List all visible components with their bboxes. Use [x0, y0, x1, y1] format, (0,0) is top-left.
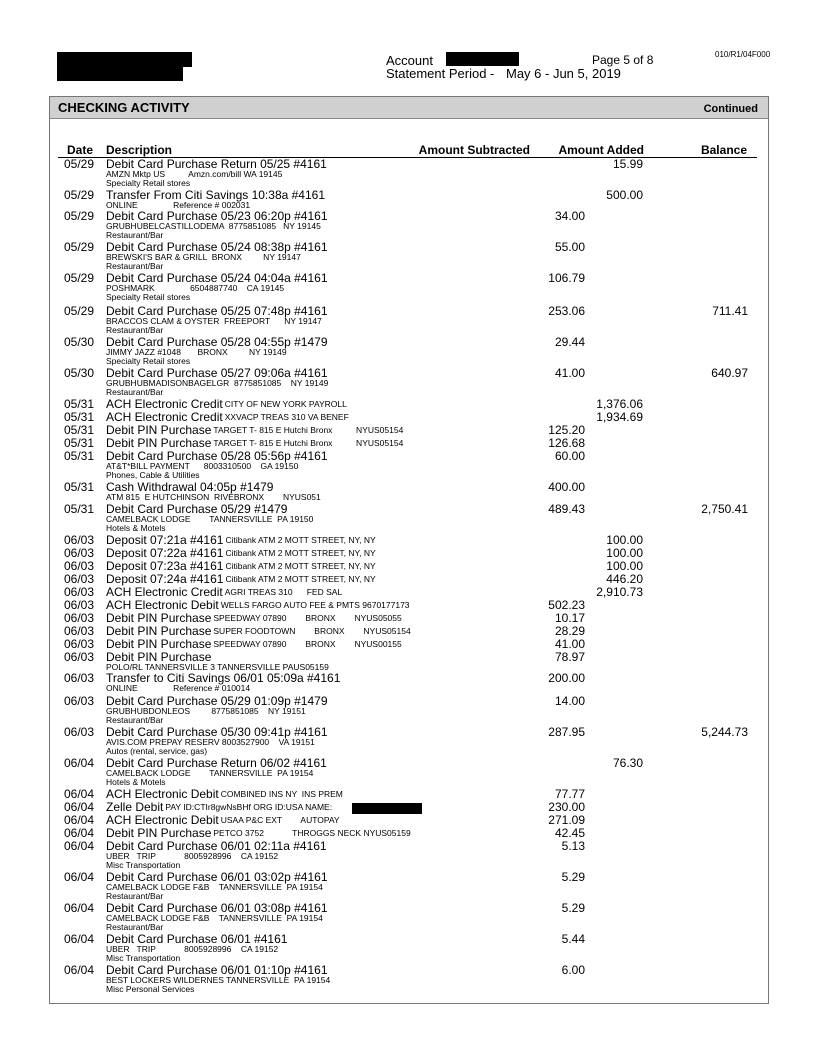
transaction-detail: Specialty Retail stores — [106, 356, 191, 366]
transaction-note: SPEEDWAY 07890 BRONX NYUS00155 — [213, 639, 402, 649]
transaction-description — [106, 424, 403, 436]
transaction-date: 06/03 — [64, 725, 95, 739]
transaction-detail: Autos (rental, service, gas) — [106, 746, 208, 756]
transaction-title: Debit Card Purchase 05/25 07:48p #4161 — [106, 304, 328, 318]
transaction-detail: GRUBHUBELCASTILLODEMA 8775851085 NY 19145 — [106, 221, 321, 231]
transaction-date: 05/31 — [64, 449, 95, 463]
transaction-title: Debit Card Purchase 06/01 02:11a #4161 — [106, 839, 327, 853]
transaction-detail: AVIS.COM PREPAY RESERV 8003527900 VA 19151 — [106, 737, 315, 747]
transaction-title: Debit Card Purchase 05/23 06:20p #4161 — [106, 209, 328, 223]
transaction-detail: Misc Transportation — [106, 953, 181, 963]
amount-subtracted: 34.00 — [554, 209, 585, 223]
continued-label: Continued — [703, 103, 758, 115]
running-balance: 640.97 — [711, 366, 748, 380]
amount-subtracted: 200.00 — [548, 671, 585, 685]
transaction-date: 06/04 — [64, 963, 95, 977]
transaction-date: 05/29 — [64, 188, 95, 202]
amount-subtracted: 41.00 — [554, 637, 585, 651]
col-header-date: Date — [67, 143, 94, 157]
transaction-description — [106, 411, 349, 423]
transaction-note: COMBINED INS NY INS PREM — [220, 789, 343, 799]
transaction-title: Debit PIN Purchase — [106, 826, 212, 840]
transaction-note: AGRI TREAS 310 FED SAL — [224, 587, 343, 597]
transaction-detail: BEST LOCKERS WILDERNES TANNERSVILLE PA 19154 — [106, 975, 331, 985]
transaction-description — [106, 398, 347, 410]
amount-added: 1,376.06 — [596, 397, 643, 411]
transaction-detail: UBER TRIP 8005928996 CA 19152 — [106, 944, 279, 954]
transaction-note: PETCO 3752 THROGGS NECK NYUS05159 — [213, 828, 411, 838]
transaction-title: Debit Card Purchase 05/30 09:41p #4161 — [106, 725, 328, 739]
amount-subtracted: 77.77 — [554, 787, 585, 801]
transaction-title: ACH Electronic Credit — [106, 410, 223, 424]
transaction-note: Citibank ATM 2 MOTT STREET, NY, NY — [225, 561, 376, 571]
amount-added: 76.30 — [612, 756, 643, 770]
transaction-date: 06/03 — [64, 546, 95, 560]
redacted-account-number — [446, 52, 519, 66]
amount-subtracted: 271.09 — [548, 813, 585, 827]
transaction-detail: UBER TRIP 8005928996 CA 19152 — [106, 851, 279, 861]
transaction-title: Deposit 07:23a #4161 — [106, 559, 224, 573]
transaction-detail: GRUBHUBDONLEOS 8775851085 NY 19151 — [106, 706, 306, 716]
redacted-zelle-name — [352, 803, 422, 814]
transaction-detail: Restaurant/Bar — [106, 230, 164, 240]
amount-subtracted: 28.29 — [554, 624, 585, 638]
transaction-date: 06/04 — [64, 932, 95, 946]
transaction-date: 05/31 — [64, 423, 95, 437]
transaction-description — [106, 547, 376, 559]
transaction-date: 05/30 — [64, 366, 95, 380]
transaction-date: 06/04 — [64, 800, 95, 814]
transaction-detail: Phones, Cable & Utilities — [106, 470, 200, 480]
transaction-title: Debit PIN Purchase — [106, 611, 212, 625]
transaction-title: ACH Electronic Debit — [106, 787, 219, 801]
transaction-title: ACH Electronic Credit — [106, 397, 223, 411]
transaction-note: TARGET T- 815 E Hutchi Bronx NYUS05154 — [213, 438, 404, 448]
transaction-detail: Misc Transportation — [106, 860, 181, 870]
amount-subtracted: 106.79 — [548, 271, 585, 285]
transaction-title: Debit PIN Purchase — [106, 423, 212, 437]
transaction-description — [106, 437, 403, 449]
transaction-detail: BRACCOS CLAM & OYSTER FREEPORT NY 19147 — [106, 316, 322, 326]
amount-subtracted: 55.00 — [554, 240, 585, 254]
transaction-title: Debit Card Purchase 05/29 #1479 — [106, 502, 288, 516]
statement-period: May 6 - Jun 5, 2019 — [506, 66, 621, 81]
amount-subtracted: 489.43 — [548, 502, 585, 516]
transaction-date: 05/30 — [64, 335, 95, 349]
amount-subtracted: 253.06 — [548, 304, 585, 318]
transaction-detail: CAMELBACK LODGE F&B TANNERSVILLE PA 19154 — [106, 882, 323, 892]
amount-added: 1,934.69 — [596, 410, 643, 424]
transaction-detail: JIMMY JAZZ #1048 BRONX NY 19149 — [106, 347, 287, 357]
transaction-detail: Hotels & Motels — [106, 523, 166, 533]
transaction-title: Deposit 07:24a #4161 — [106, 572, 224, 586]
transaction-date: 05/31 — [64, 480, 95, 494]
transaction-detail: Restaurant/Bar — [106, 891, 164, 901]
transaction-title: Debit Card Purchase 06/01 03:08p #4161 — [106, 901, 328, 915]
transaction-detail: Restaurant/Bar — [106, 261, 164, 271]
amount-subtracted: 502.23 — [548, 598, 585, 612]
transaction-description — [106, 612, 402, 624]
transaction-date: 06/04 — [64, 756, 95, 770]
col-header-amount-subtracted: Amount Subtracted — [418, 143, 530, 157]
transaction-detail: Misc Personal Services — [106, 984, 195, 994]
transaction-detail: CAMELBACK LODGE TANNERSVILLE PA 19154 — [106, 768, 314, 778]
transaction-title: Debit PIN Purchase — [106, 624, 212, 638]
transaction-date: 06/04 — [64, 787, 95, 801]
transaction-detail: ATM 815 E HUTCHINSON RIVEBRONX NYUS051 — [106, 492, 321, 502]
transaction-title: Debit Card Purchase 06/01 #4161 — [106, 932, 288, 946]
transaction-date: 05/31 — [64, 502, 95, 516]
amount-subtracted: 5.29 — [561, 870, 585, 884]
transaction-date: 06/03 — [64, 624, 95, 638]
amount-subtracted: 5.44 — [561, 932, 585, 946]
running-balance: 2,750.41 — [701, 502, 748, 516]
transaction-title: Zelle Debit — [106, 800, 164, 814]
transaction-detail: Hotels & Motels — [106, 777, 166, 787]
transaction-date: 06/03 — [64, 671, 95, 685]
transaction-title: Debit Card Purchase 05/28 05:56p #4161 — [106, 449, 328, 463]
amount-subtracted: 287.95 — [548, 725, 585, 739]
page-number: Page 5 of 8 — [592, 53, 654, 67]
amount-subtracted: 14.00 — [554, 694, 585, 708]
transaction-detail: ONLINE Reference # 010014 — [106, 683, 251, 693]
transaction-title: ACH Electronic Credit — [106, 585, 223, 599]
transaction-detail: Restaurant/Bar — [106, 715, 164, 725]
amount-subtracted: 78.97 — [554, 650, 585, 664]
transaction-description — [106, 638, 402, 650]
amount-subtracted: 60.00 — [554, 449, 585, 463]
amount-subtracted: 29.44 — [554, 335, 585, 349]
transaction-detail: Restaurant/Bar — [106, 922, 164, 932]
transaction-title: ACH Electronic Debit — [106, 813, 219, 827]
document-code: 010/R1/04F000 — [715, 50, 771, 59]
transaction-date: 06/03 — [64, 559, 95, 573]
transaction-note: Citibank ATM 2 MOTT STREET, NY, NY — [225, 574, 376, 584]
transaction-note: TARGET T- 815 E Hutchi Bronx NYUS05154 — [213, 425, 404, 435]
section-header-band — [50, 97, 768, 119]
transaction-title: Debit Card Purchase 06/01 03:02p #4161 — [106, 870, 328, 884]
transaction-note: XXVACP TREAS 310 VA BENEF — [224, 412, 349, 422]
transaction-note: Citibank ATM 2 MOTT STREET, NY, NY — [225, 535, 376, 545]
transaction-date: 06/03 — [64, 650, 95, 664]
amount-subtracted: 5.13 — [561, 839, 585, 853]
amount-subtracted: 42.45 — [554, 826, 585, 840]
amount-subtracted: 41.00 — [554, 366, 585, 380]
transaction-detail: Restaurant/Bar — [106, 387, 164, 397]
amount-subtracted: 400.00 — [548, 480, 585, 494]
transaction-title: Debit Card Purchase 05/24 04:04a #4161 — [106, 271, 328, 285]
transaction-description — [106, 560, 376, 572]
transaction-title: Debit Card Purchase 05/27 09:06a #4161 — [106, 366, 328, 380]
transaction-description — [106, 599, 410, 611]
transaction-date: 05/31 — [64, 397, 95, 411]
transaction-date: 06/03 — [64, 533, 95, 547]
transaction-title: ACH Electronic Debit — [106, 598, 219, 612]
transaction-date: 06/04 — [64, 870, 95, 884]
transaction-title: Debit Card Purchase 06/01 01:10p #4161 — [106, 963, 328, 977]
transaction-detail: CAMELBACK LODGE TANNERSVILLE PA 19150 — [106, 514, 314, 524]
transaction-date: 06/04 — [64, 826, 95, 840]
transaction-title: Transfer to Citi Savings 06/01 05:09a #4161 — [106, 671, 341, 685]
transaction-detail: POLO/RL TANNERSVILLE 3 TANNERSVILLE PAUS05159 — [106, 662, 329, 672]
transaction-note: PAY ID:CTIr8gwNsBHf ORG ID:USA NAME: — [165, 802, 333, 812]
transaction-title: Deposit 07:22a #4161 — [106, 546, 224, 560]
amount-added: 100.00 — [606, 559, 643, 573]
amount-subtracted: 10.17 — [554, 611, 585, 625]
transaction-title: Deposit 07:21a #4161 — [106, 533, 224, 547]
transaction-date: 06/03 — [64, 585, 95, 599]
amount-added: 15.99 — [612, 157, 643, 171]
transaction-detail: AT&T*BILL PAYMENT 8003310500 GA 19150 — [106, 461, 299, 471]
amount-subtracted: 6.00 — [561, 963, 585, 977]
transaction-date: 05/29 — [64, 240, 95, 254]
amount-added: 100.00 — [606, 533, 643, 547]
transaction-date: 06/04 — [64, 839, 95, 853]
transaction-description — [106, 586, 342, 598]
transaction-detail: Specialty Retail stores — [106, 292, 191, 302]
transaction-detail: CAMELBACK LODGE F&B TANNERSVILLE PA 19154 — [106, 913, 323, 923]
transaction-description — [106, 573, 376, 585]
transaction-title: Debit Card Purchase 05/24 08:38p #4161 — [106, 240, 328, 254]
transaction-description — [106, 788, 343, 800]
transaction-date: 05/29 — [64, 271, 95, 285]
transaction-title: Debit PIN Purchase — [106, 650, 212, 664]
transaction-note: Citibank ATM 2 MOTT STREET, NY, NY — [225, 548, 376, 558]
transaction-title: Debit PIN Purchase — [106, 436, 212, 450]
transaction-date: 06/03 — [64, 598, 95, 612]
transaction-detail: ONLINE Reference # 002031 — [106, 200, 251, 210]
transaction-note: WELLS FARGO AUTO FEE & PMTS 9670177173 — [220, 600, 410, 610]
transaction-date: 06/03 — [64, 694, 95, 708]
transaction-date: 06/04 — [64, 813, 95, 827]
transaction-title: Debit Card Purchase 05/29 01:09p #1479 — [106, 694, 328, 708]
redacted-address-block — [57, 64, 183, 81]
amount-subtracted: 230.00 — [548, 800, 585, 814]
transaction-note: SUPER FOODTOWN BRONX NYUS05154 — [213, 626, 411, 636]
transaction-date: 05/31 — [64, 410, 95, 424]
transaction-description — [106, 814, 340, 826]
transaction-date: 05/29 — [64, 304, 95, 318]
transaction-title: Debit Card Purchase Return 06/02 #4161 — [106, 756, 327, 770]
amount-added: 500.00 — [606, 188, 643, 202]
amount-added: 446.20 — [606, 572, 643, 586]
amount-subtracted: 125.20 — [548, 423, 585, 437]
transaction-date: 06/03 — [64, 572, 95, 586]
transaction-description — [106, 534, 376, 546]
transaction-date: 05/29 — [64, 157, 95, 171]
transaction-date: 06/03 — [64, 611, 95, 625]
running-balance: 5,244.73 — [701, 725, 748, 739]
running-balance: 711.41 — [712, 304, 748, 318]
col-header-balance: Balance — [700, 143, 747, 157]
transaction-title: Debit Card Purchase Return 05/25 #4161 — [106, 157, 327, 171]
transaction-note: CITY OF NEW YORK PAYROLL — [224, 399, 347, 409]
transaction-note: USAA P&C EXT AUTOPAY — [220, 815, 340, 825]
amount-added: 2,910.73 — [596, 585, 643, 599]
amount-subtracted: 126.68 — [548, 436, 585, 450]
section-title: CHECKING ACTIVITY — [58, 100, 190, 115]
transaction-description — [106, 801, 332, 813]
col-header-amount-added: Amount Added — [558, 143, 644, 157]
transaction-date: 06/03 — [64, 637, 95, 651]
transaction-detail: GRUBHUBMADISONBAGELGR 8775851085 NY 19149 — [106, 378, 329, 388]
transaction-detail: AMZN Mktp US Amzn.com/bill WA 19145 — [106, 169, 283, 179]
transaction-detail: BREWSKI'S BAR & GRILL BRONX NY 19147 — [106, 252, 301, 262]
transaction-title: Debit Card Purchase 05/28 04:55p #1479 — [106, 335, 328, 349]
transaction-date: 05/31 — [64, 436, 95, 450]
account-label: Account — [386, 53, 433, 68]
col-header-description: Description — [106, 143, 173, 157]
transaction-title: Cash Withdrawal 04:05p #1479 — [106, 480, 274, 494]
amount-subtracted: 5.29 — [561, 901, 585, 915]
transaction-description — [106, 827, 411, 839]
transaction-description — [106, 625, 411, 637]
transaction-date: 06/04 — [64, 901, 95, 915]
transaction-detail: POSHMARK 6504887740 CA 19145 — [106, 283, 285, 293]
transaction-date: 05/29 — [64, 209, 95, 223]
transaction-title: Transfer From Citi Savings 10:38a #4161 — [106, 188, 325, 202]
transaction-detail: Specialty Retail stores — [106, 178, 191, 188]
transaction-title: Debit PIN Purchase — [106, 637, 212, 651]
transaction-detail: Restaurant/Bar — [106, 325, 164, 335]
amount-added: 100.00 — [606, 546, 643, 560]
statement-period-label: Statement Period - — [386, 66, 495, 81]
transaction-note: SPEEDWAY 07890 BRONX NYUS05055 — [213, 613, 402, 623]
